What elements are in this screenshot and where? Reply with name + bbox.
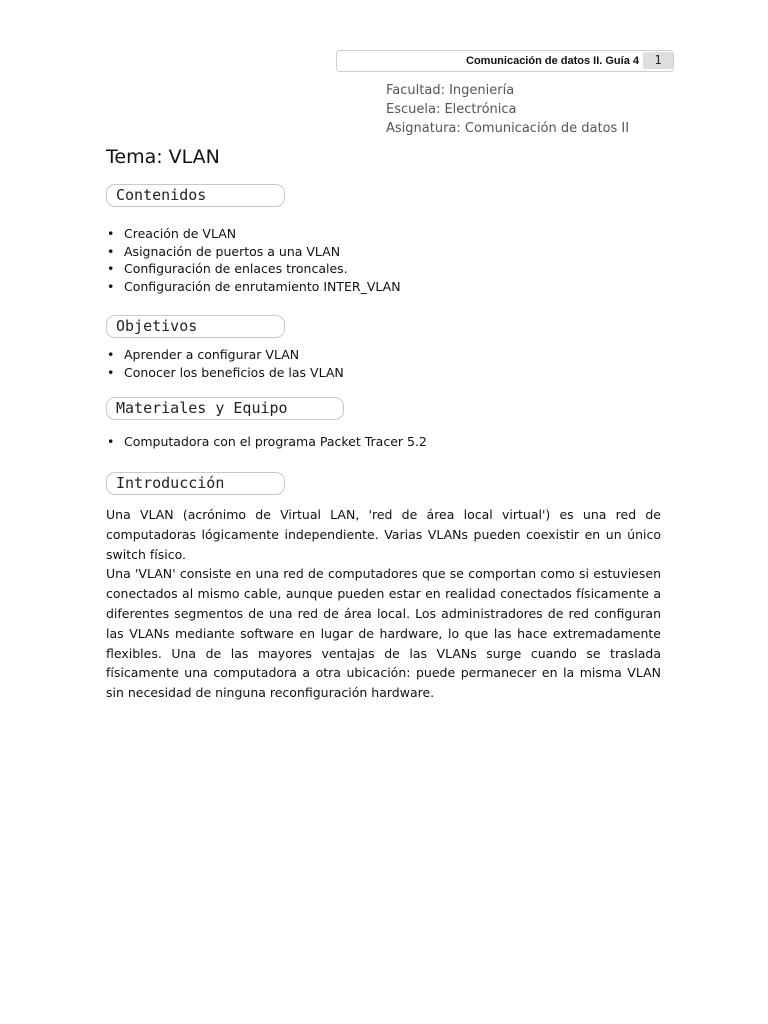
list-item: • Conocer los beneficios de las VLAN <box>106 364 344 382</box>
topic-title: Tema: VLAN <box>106 146 220 168</box>
page-header <box>336 50 674 72</box>
section-heading-materiales: Materiales y Equipo <box>106 397 344 420</box>
list-item: • Configuración de enrutamiento INTER_VLAN <box>106 278 401 296</box>
introduction-text <box>106 505 661 703</box>
school-line: Escuela: Electrónica <box>386 102 517 117</box>
list-item: • Aprender a configurar VLAN <box>106 346 344 364</box>
list-item: • Asignación de puertos a una VLAN <box>106 243 401 261</box>
section-heading-contenidos: Contenidos <box>106 184 285 207</box>
faculty-block <box>386 81 629 138</box>
page-number: 1 <box>643 52 673 69</box>
materiales-list <box>106 433 427 451</box>
faculty-line: Facultad: Ingeniería <box>386 83 515 98</box>
list-item: • Configuración de enlaces troncales. <box>106 260 401 278</box>
list-item: • Computadora con el programa Packet Tracer 5.2 <box>106 433 427 451</box>
subject-line: Asignatura: Comunicación de datos II <box>386 121 630 136</box>
section-heading-introduccion: Introducción <box>106 472 285 495</box>
header-title: Comunicación de datos II. Guía 4 <box>466 55 639 67</box>
intro-paragraph: Una 'VLAN' consiste en una red de computadores que se comportan como si estuviesen conectados al mismo cable, aunque pueden estar en realidad conectados físicamente a diferentes segmentos de una red de área local. Los administradores de red configuran las VLANs mediante software en lugar de hardware, lo que las hace extremadamente flexibles. Una de las mayores ventajas de las VLANs surge cuando se traslada físicamente una computadora a otra ubicación: puede permanecer en la misma VLAN sin necesidad de ninguna reconfiguración hardware. <box>106 566 661 701</box>
intro-paragraph: Una VLAN (acrónimo de Virtual LAN, 'red de área local virtual') es una red de computadoras lógicamente independiente. Varias VLANs pueden coexistir en un único switch físico. <box>106 507 661 562</box>
objetivos-list <box>106 346 344 381</box>
list-item: • Creación de VLAN <box>106 225 401 243</box>
section-heading-objetivos: Objetivos <box>106 315 285 338</box>
contenidos-list <box>106 225 401 295</box>
